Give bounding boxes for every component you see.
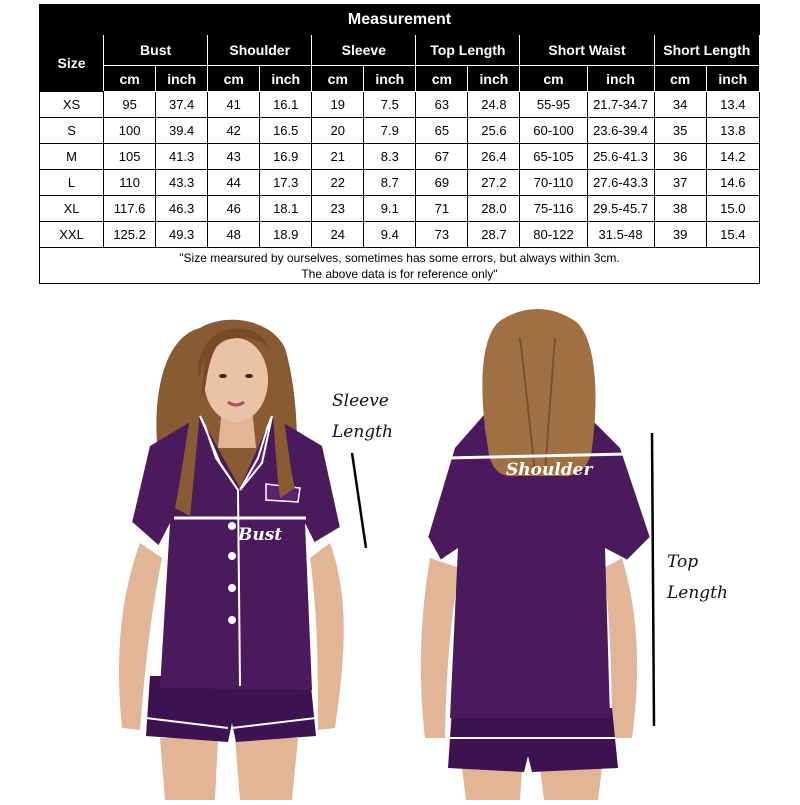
unit-header: cm (520, 66, 587, 92)
table-cell: 21 (312, 144, 364, 170)
table-cell: 46 (208, 196, 260, 222)
table-cell: 21.7-34.7 (587, 92, 654, 118)
note-line: The above data is for reference only" (301, 266, 498, 281)
table-cell: 69 (416, 170, 468, 196)
column-header-sleeve: Sleeve (312, 35, 416, 66)
back-model (421, 309, 650, 800)
unit-header: inch (364, 66, 416, 92)
table-cell: 7.5 (364, 92, 416, 118)
front-model (119, 320, 344, 800)
table-cell: 80-122 (520, 222, 587, 248)
table-cell: 23 (312, 196, 364, 222)
table-cell: 24 (312, 222, 364, 248)
table-cell: 105 (104, 144, 156, 170)
table-cell: 9.4 (364, 222, 416, 248)
table-cell: 17.3 (260, 170, 312, 196)
table-cell: 67 (416, 144, 468, 170)
size-cell: M (40, 144, 104, 170)
table-cell: 8.7 (364, 170, 416, 196)
sleeve-measure-line (352, 453, 366, 548)
table-cell: 9.1 (364, 196, 416, 222)
table-cell: 125.2 (104, 222, 156, 248)
size-header: Size (40, 35, 104, 92)
table-cell: 36 (654, 144, 706, 170)
table-cell: 26.4 (468, 144, 520, 170)
table-cell: 65-105 (520, 144, 587, 170)
table-cell: 71 (416, 196, 468, 222)
table-cell: 29.5-45.7 (587, 196, 654, 222)
table-cell: 39 (654, 222, 706, 248)
table-cell: 20 (312, 118, 364, 144)
table-cell: 19 (312, 92, 364, 118)
table-cell: 48 (208, 222, 260, 248)
unit-header: inch (587, 66, 654, 92)
table-cell: 100 (104, 118, 156, 144)
column-header-short-waist: Short Waist (520, 35, 654, 66)
table-row (40, 144, 760, 170)
table-cell: 60-100 (520, 118, 587, 144)
column-header-shoulder: Shoulder (208, 35, 312, 66)
table-cell: 24.8 (468, 92, 520, 118)
unit-header: inch (260, 66, 312, 92)
unit-header: inch (156, 66, 208, 92)
top-length-measure-line (652, 433, 654, 726)
unit-header: cm (654, 66, 706, 92)
unit-header: cm (104, 66, 156, 92)
table-cell: 117.6 (104, 196, 156, 222)
table-cell: 37 (654, 170, 706, 196)
product-photo (0, 298, 800, 800)
table-body (40, 92, 760, 248)
note-line: "Size mearsured by ourselves, sometimes has some errors, but always within 3cm. (179, 250, 620, 265)
shoulder-label: Shoulder (506, 460, 593, 480)
table-cell: 37.4 (156, 92, 208, 118)
table-cell: 27.2 (468, 170, 520, 196)
unit-header: inch (468, 66, 520, 92)
table-title: Measurement (40, 5, 760, 35)
size-cell: XL (40, 196, 104, 222)
table-cell: 75-116 (520, 196, 587, 222)
table-cell: 63 (416, 92, 468, 118)
table-cell: 13.8 (706, 118, 759, 144)
table-cell: 16.1 (260, 92, 312, 118)
table-cell: 95 (104, 92, 156, 118)
table-cell: 70-110 (520, 170, 587, 196)
table-row (40, 118, 760, 144)
table-cell: 55-95 (520, 92, 587, 118)
table-cell: 110 (104, 170, 156, 196)
table-cell: 31.5-48 (587, 222, 654, 248)
table-row (40, 196, 760, 222)
table-cell: 46.3 (156, 196, 208, 222)
table-cell: 49.3 (156, 222, 208, 248)
column-header-top-length: Top Length (416, 35, 520, 66)
table-cell: 35 (654, 118, 706, 144)
bust-label: Bust (238, 525, 283, 545)
table-cell: 34 (654, 92, 706, 118)
table-cell: 15.0 (706, 196, 759, 222)
table-note (40, 248, 760, 284)
column-header-short-length: Short Length (654, 35, 759, 66)
table-row (40, 222, 760, 248)
size-chart-table (39, 4, 760, 284)
table-cell: 28.0 (468, 196, 520, 222)
table-cell: 13.4 (706, 92, 759, 118)
sleeve-length-label-line2: Length (332, 422, 393, 442)
table-cell: 25.6 (468, 118, 520, 144)
table-cell: 8.3 (364, 144, 416, 170)
size-cell: XS (40, 92, 104, 118)
table-cell: 27.6-43.3 (587, 170, 654, 196)
table-cell: 41.3 (156, 144, 208, 170)
table-cell: 16.5 (260, 118, 312, 144)
table-cell: 41 (208, 92, 260, 118)
table-cell: 73 (416, 222, 468, 248)
table-cell: 18.1 (260, 196, 312, 222)
table-cell: 7.9 (364, 118, 416, 144)
unit-header: cm (208, 66, 260, 92)
table-cell: 18.9 (260, 222, 312, 248)
table-cell: 44 (208, 170, 260, 196)
top-length-label-line1: Top (667, 552, 699, 572)
table-cell: 23.6-39.4 (587, 118, 654, 144)
table-cell: 39.4 (156, 118, 208, 144)
unit-header: cm (312, 66, 364, 92)
top-length-label-line2: Length (667, 583, 728, 603)
sleeve-length-label-line1: Sleeve (332, 391, 389, 411)
table-row (40, 92, 760, 118)
table-cell: 14.2 (706, 144, 759, 170)
table-cell: 25.6-41.3 (587, 144, 654, 170)
column-header-bust: Bust (104, 35, 208, 66)
table-cell: 28.7 (468, 222, 520, 248)
unit-header: inch (706, 66, 759, 92)
table-cell: 43.3 (156, 170, 208, 196)
table-row (40, 170, 760, 196)
table-cell: 43 (208, 144, 260, 170)
table-cell: 65 (416, 118, 468, 144)
size-cell: S (40, 118, 104, 144)
unit-header: cm (416, 66, 468, 92)
table-cell: 14.6 (706, 170, 759, 196)
table-cell: 16.9 (260, 144, 312, 170)
model-illustration (0, 298, 800, 800)
table-cell: 42 (208, 118, 260, 144)
table-cell: 15.4 (706, 222, 759, 248)
size-cell: L (40, 170, 104, 196)
size-cell: XXL (40, 222, 104, 248)
table-cell: 38 (654, 196, 706, 222)
table-cell: 22 (312, 170, 364, 196)
